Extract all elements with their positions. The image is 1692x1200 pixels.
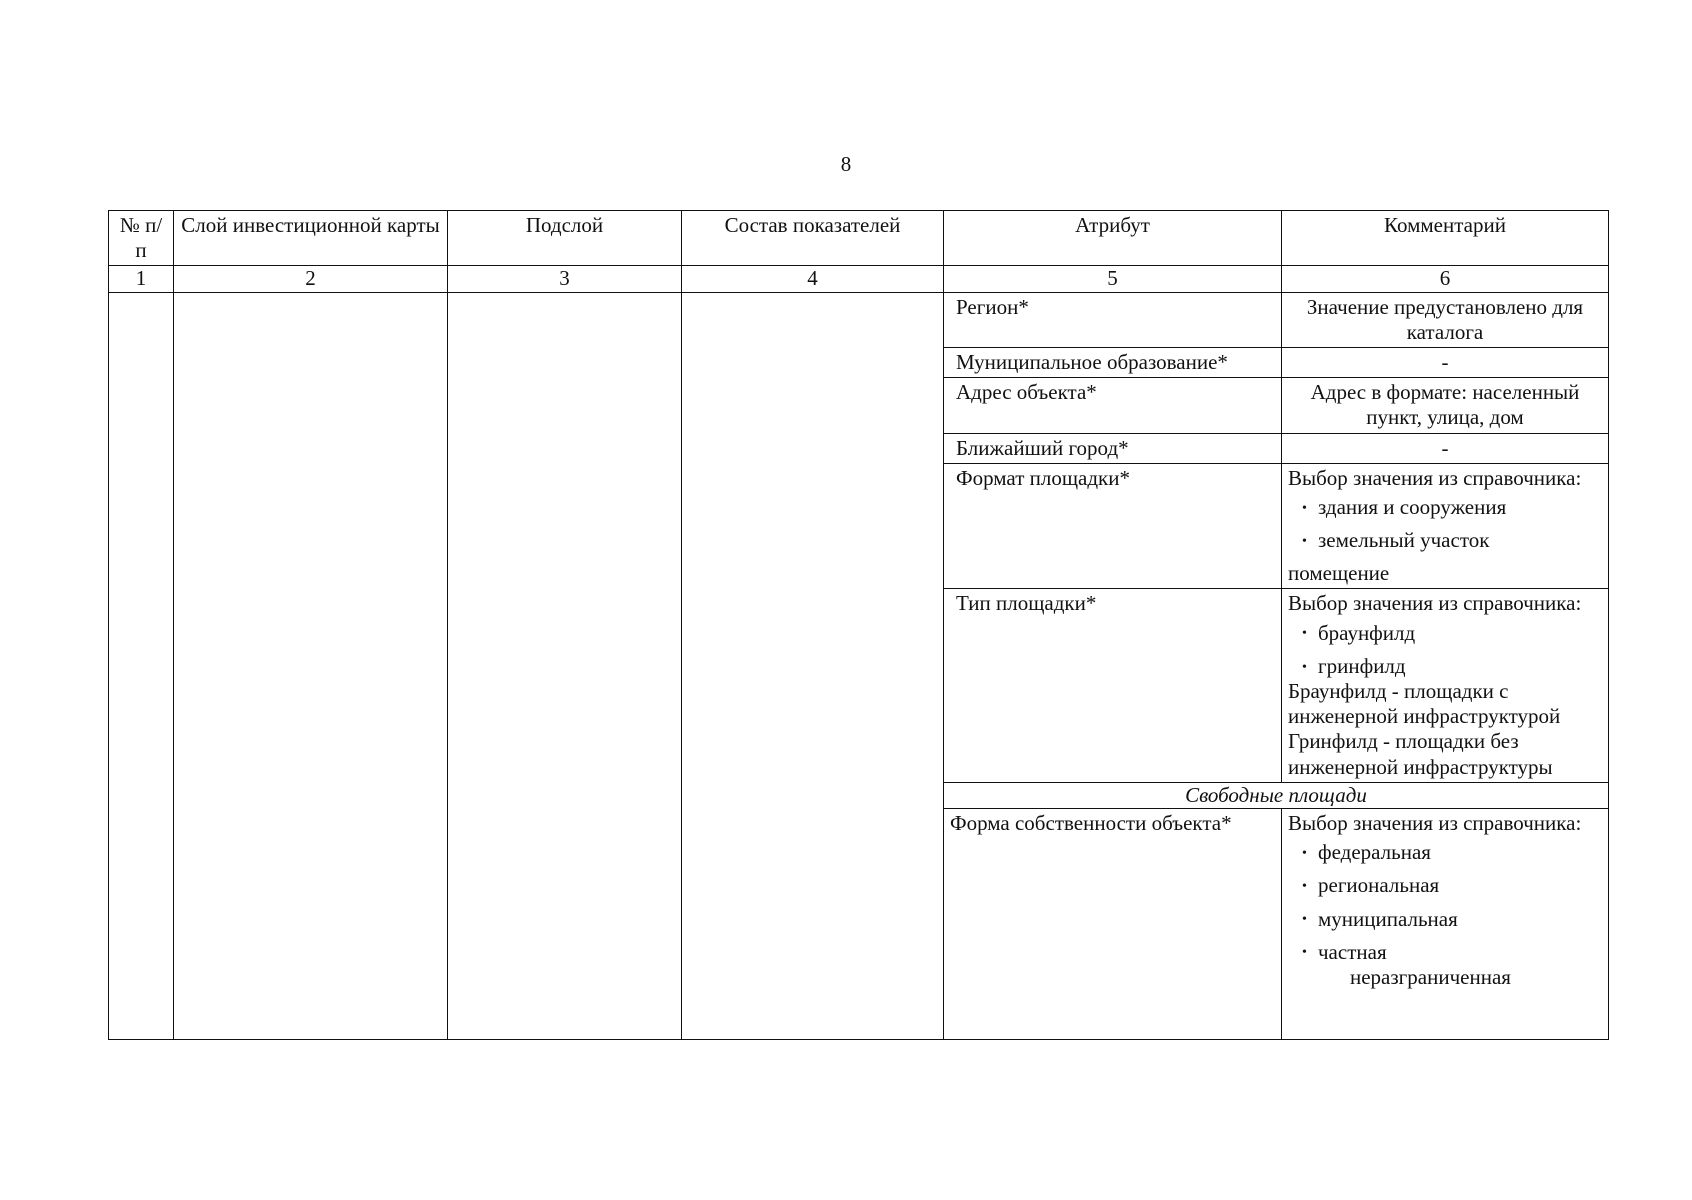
empty-cell-number	[109, 292, 174, 1039]
option-text: земельный участок	[1318, 528, 1490, 553]
bullet-icon: •	[1302, 659, 1307, 675]
options-list	[1288, 495, 1602, 553]
column-number-row	[109, 266, 1609, 292]
column-number: 1	[109, 266, 174, 292]
option-text: региональная	[1318, 873, 1440, 898]
empty-cell-indicators	[682, 292, 944, 1039]
header-row	[109, 211, 1609, 266]
list-item	[1302, 528, 1602, 553]
options-list	[1288, 840, 1602, 965]
header-cell-sublayer: Подслой	[448, 211, 682, 266]
comment-cell: Значение предустановлено для каталога	[1282, 292, 1609, 347]
comment-cell	[1282, 589, 1609, 782]
choice-lead-text: Выбор значения из справочника:	[1288, 465, 1582, 490]
option-text: здания и сооружения	[1318, 494, 1507, 519]
bullet-icon: •	[1302, 500, 1307, 516]
option-text: федеральная	[1318, 840, 1431, 865]
list-item	[1302, 940, 1602, 965]
option-text: частная	[1318, 939, 1387, 964]
header-cell-comment: Комментарий	[1282, 211, 1609, 266]
comment-cell: -	[1282, 347, 1609, 377]
table-row	[109, 292, 1609, 347]
attributes-table	[108, 210, 1609, 1040]
options-list	[1288, 621, 1602, 679]
list-item	[1302, 907, 1602, 932]
column-number: 5	[944, 266, 1282, 292]
list-item	[1302, 621, 1602, 646]
attribute-cell: Формат площадки*	[944, 463, 1282, 589]
bullet-icon: •	[1302, 945, 1307, 961]
comment-cell	[1282, 463, 1609, 589]
comment-cell: -	[1282, 433, 1609, 463]
choice-lead-text: Выбор значения из справочника:	[1288, 591, 1582, 616]
attribute-cell: Тип площадки*	[944, 589, 1282, 782]
list-item	[1302, 495, 1602, 520]
bullet-icon: •	[1302, 912, 1307, 928]
bullet-icon: •	[1302, 626, 1307, 642]
section-title: Свободные площади	[944, 782, 1609, 808]
bullet-icon: •	[1302, 533, 1307, 549]
option-text: гринфилд	[1318, 653, 1406, 678]
header-cell-indicators: Состав показателей	[682, 211, 944, 266]
empty-cell-layer	[174, 292, 448, 1039]
column-number: 4	[682, 266, 944, 292]
header-cell-attribute: Атрибут	[944, 211, 1282, 266]
choice-lead-text: Выбор значения из справочника:	[1288, 810, 1582, 835]
list-item	[1302, 873, 1602, 898]
header-cell-number: № п/п	[109, 211, 174, 266]
page-number: 8	[840, 152, 852, 176]
column-number: 2	[174, 266, 448, 292]
column-number: 3	[448, 266, 682, 292]
option-text: браунфилд	[1318, 620, 1416, 645]
bullet-icon: •	[1302, 879, 1307, 895]
header-cell-layer: Слой инвестиционной карты	[174, 211, 448, 266]
empty-cell-sublayer	[448, 292, 682, 1039]
attribute-cell: Адрес объекта*	[944, 378, 1282, 433]
bullet-icon: •	[1302, 845, 1307, 861]
attribute-cell: Муниципальное образование*	[944, 347, 1282, 377]
list-item	[1302, 654, 1602, 679]
attribute-cell: Регион*	[944, 292, 1282, 347]
comment-cell: Адрес в формате: населенный пункт, улица, дом	[1282, 378, 1609, 433]
list-item	[1302, 840, 1602, 865]
comment-after-text: Браунфилд - площадки с инженерной инфраструктурой Гринфилд - площадки без инженерной инфраструктуры	[1288, 679, 1561, 779]
comment-after-text: помещение	[1288, 561, 1390, 586]
comment-after-text: неразграниченная	[1350, 964, 1511, 989]
option-text: муниципальная	[1318, 906, 1458, 931]
column-number: 6	[1282, 266, 1609, 292]
attribute-cell: Форма собственности объекта*	[944, 808, 1282, 1039]
attribute-cell: Ближайший город*	[944, 433, 1282, 463]
comment-cell	[1282, 808, 1609, 1039]
